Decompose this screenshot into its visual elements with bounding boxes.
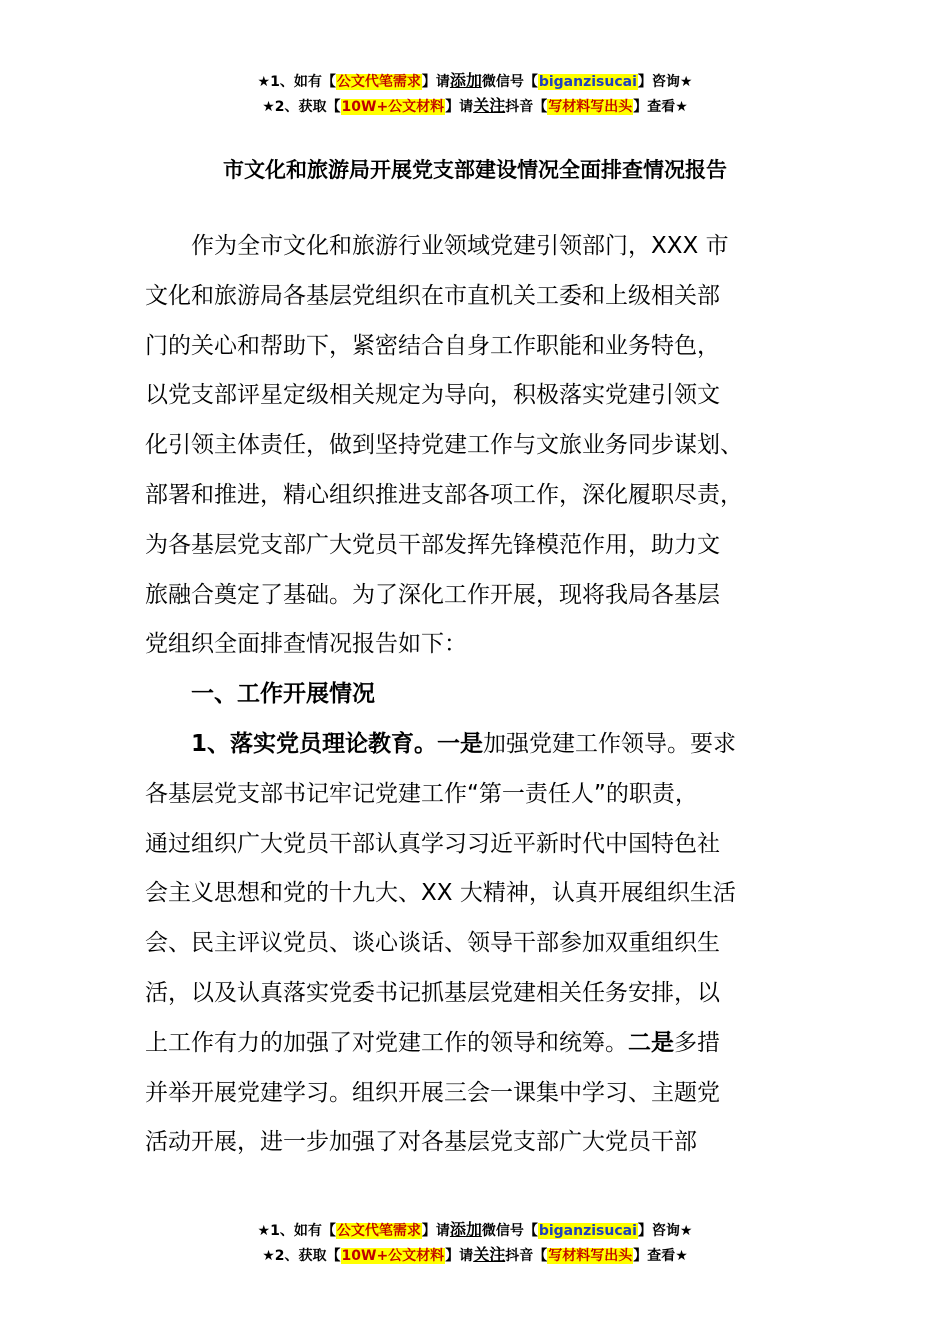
subsection-lead: 1、落实党员理论教育。一是 (191, 730, 484, 757)
banner-text: 微信号【 (481, 74, 538, 90)
document-title: 市文化和旅游局开展党支部建设情况全面排查情况报告 (223, 158, 727, 182)
paragraph-text: 加强党建工作领导。要求 (483, 730, 737, 757)
paragraph-line: 部署和推进，精心组织推进支部各项工作，深化履职尽责， (145, 481, 743, 508)
point-marker: 二是 (628, 1029, 674, 1056)
banner-emphasis: 关注 (473, 1245, 506, 1264)
banner-douyin-id: 写材料写出头 (548, 1248, 633, 1264)
paragraph-line: 活动开展，进一步加强了对各基层党支部广大党员干部 (145, 1129, 697, 1156)
banner-line-1 (0, 69, 950, 94)
paragraph-line: 党组织全面排查情况报告如下： (145, 631, 467, 658)
paragraph-text: 上工作有力的加强了对党建工作的领导和统筹。 (145, 1029, 628, 1056)
banner-wechat-id: biganzisucai (538, 1223, 637, 1239)
banner-highlight: 10W+公文材料 (341, 99, 445, 115)
paragraph-line: 以党支部评星定级相关规定为导向，积极落实党建引领文 (145, 382, 720, 409)
paragraph-line: 各基层党支部书记牢记党建工作“第一责任人”的职责， (145, 780, 698, 807)
paragraph-line (145, 720, 810, 770)
banner-line-1 (0, 1218, 950, 1243)
banner-highlight: 公文代笔需求 (336, 1223, 421, 1239)
top-banner (0, 69, 950, 119)
banner-emphasis: 添加 (449, 1220, 482, 1239)
banner-emphasis: 添加 (449, 71, 482, 90)
banner-text: ★1、如有【 (257, 1223, 336, 1239)
banner-text: 】查看★ (633, 1248, 688, 1264)
banner-text: ★1、如有【 (257, 74, 336, 90)
paragraph-line: 旅融合奠定了基础。为了深化工作开展，现将我局各基层 (145, 581, 720, 608)
banner-text: 】咨询★ (637, 1223, 693, 1239)
banner-text: 】请 (445, 1248, 474, 1264)
banner-douyin-id: 写材料写出头 (548, 99, 633, 115)
banner-line-2 (0, 1243, 950, 1268)
banner-line-2 (0, 94, 950, 119)
banner-text: 】请 (421, 74, 450, 90)
paragraph-line: 文化和旅游局各基层党组织在市直机关工委和上级相关部 (145, 282, 720, 309)
paragraph-line: 会主义思想和党的十九大、XX 大精神，认真开展组织生活 (145, 880, 736, 907)
paragraph-line: 化引领主体责任，做到坚持党建工作与文旅业务同步谋划、 (145, 432, 743, 459)
paragraph-line: 并举开展党建学习。组织开展三会一课集中学习、主题党 (145, 1079, 720, 1106)
paragraph-line: 活，以及认真落实党委书记抓基层党建相关任务安排，以 (145, 979, 720, 1006)
banner-text: 抖音【 (505, 99, 548, 115)
banner-text: 抖音【 (505, 1248, 548, 1264)
paragraph-line (145, 1019, 810, 1069)
banner-text: ★2、获取【 (262, 99, 341, 115)
document-body (145, 222, 810, 1168)
banner-text: 】查看★ (633, 99, 688, 115)
section-heading: 一、工作开展情况 (191, 681, 375, 708)
banner-highlight: 10W+公文材料 (341, 1248, 445, 1264)
paragraph-line: 作为全市文化和旅游行业领域党建引领部门，XXX 市 (191, 233, 729, 259)
banner-text: 】请 (421, 1223, 450, 1239)
paragraph-line: 通过组织广大党员干部认真学习习近平新时代中国特色社 (145, 830, 720, 857)
banner-highlight: 公文代笔需求 (336, 74, 421, 90)
banner-emphasis: 关注 (473, 96, 506, 115)
bottom-banner (0, 1218, 950, 1268)
banner-text: 】咨询★ (637, 74, 693, 90)
banner-wechat-id: biganzisucai (538, 74, 637, 90)
banner-text: ★2、获取【 (262, 1248, 341, 1264)
paragraph-line: 会、民主评议党员、谈心谈话、领导干部参加双重组织生 (145, 930, 720, 957)
paragraph-text: 多措 (674, 1029, 720, 1056)
paragraph-line: 为各基层党支部广大党员干部发挥先锋模范作用，助力文 (145, 531, 720, 558)
banner-text: 】请 (445, 99, 474, 115)
banner-text: 微信号【 (481, 1223, 538, 1239)
paragraph-line: 门的关心和帮助下，紧密结合自身工作职能和业务特色， (145, 332, 720, 359)
